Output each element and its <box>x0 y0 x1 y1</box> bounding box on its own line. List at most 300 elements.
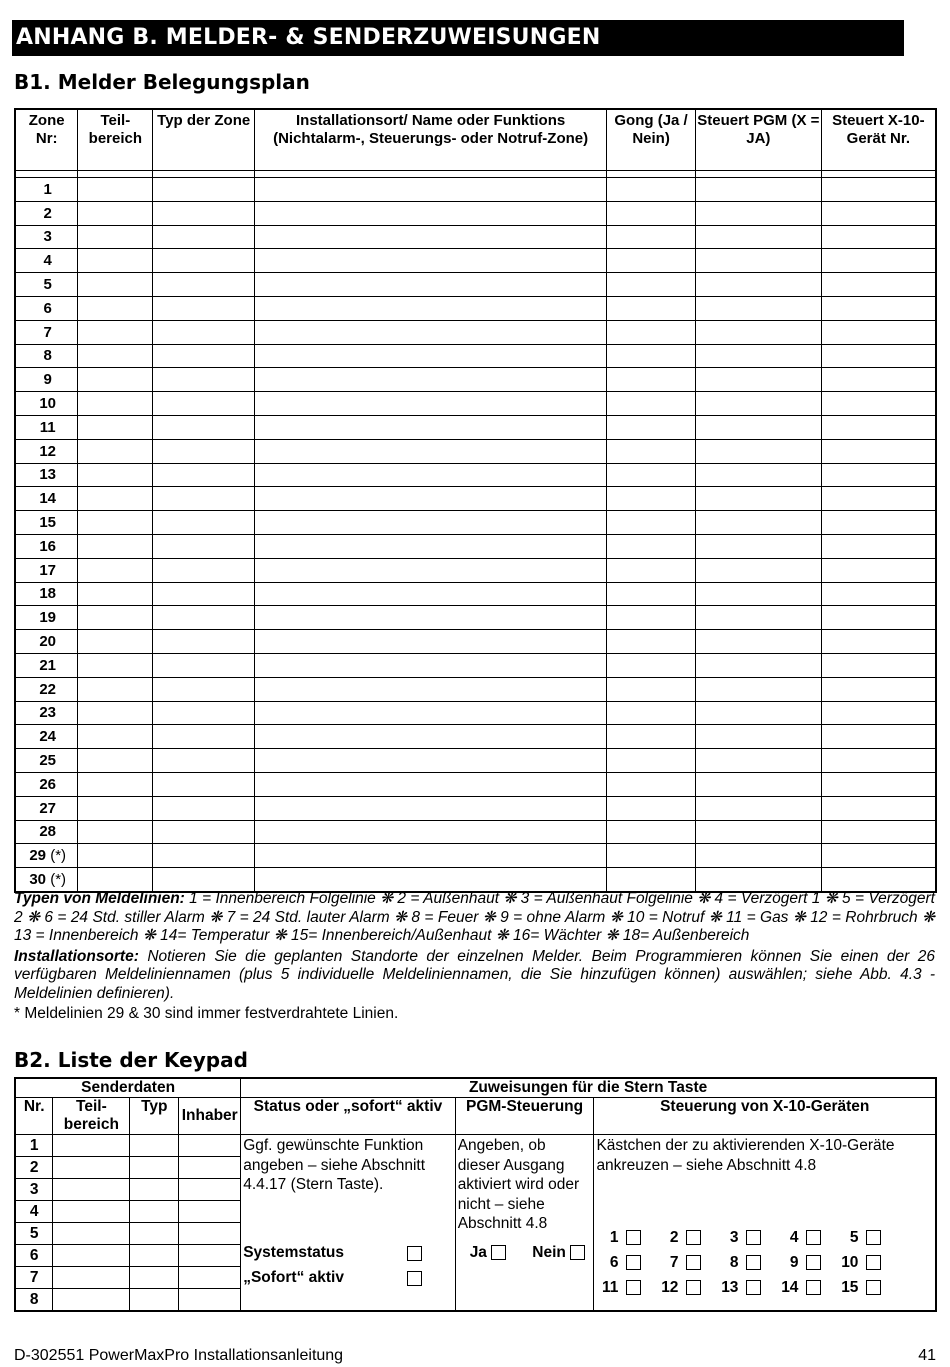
zone-number-value: 17 <box>39 561 57 579</box>
cell-gong[interactable] <box>607 844 696 868</box>
cell-teilbereich[interactable] <box>78 415 153 439</box>
cell-installationsort[interactable] <box>255 320 607 344</box>
cell-x10[interactable] <box>821 511 936 535</box>
cell-gong[interactable] <box>607 392 696 416</box>
table-row <box>15 415 936 439</box>
cell-inhaber[interactable] <box>179 1289 241 1312</box>
cell-teilbereich[interactable] <box>78 487 153 511</box>
cell-x10[interactable] <box>821 439 936 463</box>
cell-inhaber[interactable] <box>179 1135 241 1157</box>
cell-gong[interactable] <box>607 653 696 677</box>
cell-x10[interactable] <box>821 249 936 273</box>
cell-x10[interactable] <box>821 630 936 654</box>
x10-device-checkbox[interactable] <box>626 1230 641 1245</box>
cell-teilbereich[interactable] <box>78 868 153 892</box>
cell-pgm[interactable] <box>695 415 821 439</box>
cell-gong[interactable] <box>607 487 696 511</box>
zone-number <box>15 273 78 297</box>
cell-x10[interactable] <box>821 582 936 606</box>
cell-typ[interactable] <box>130 1267 179 1289</box>
systemstatus-label: Systemstatus <box>243 1244 344 1261</box>
zone-number-value: 26 <box>39 775 57 793</box>
cell-typ[interactable] <box>153 725 255 749</box>
section-title-b1: B1. Melder Belegungsplan <box>14 70 310 94</box>
cell-pgm[interactable] <box>695 463 821 487</box>
x10-device-checkbox[interactable] <box>866 1280 881 1295</box>
zone-number-value: 1 <box>43 180 52 198</box>
cell-teilbereich[interactable] <box>53 1289 130 1312</box>
x10-device-checkbox[interactable] <box>626 1255 641 1270</box>
cell-typ[interactable] <box>153 677 255 701</box>
x10-device-checkbox[interactable] <box>866 1255 881 1270</box>
zone-types-label: Typen von Meldelinien: <box>14 890 185 907</box>
cell-typ[interactable] <box>153 796 255 820</box>
cell-installationsort[interactable] <box>255 273 607 297</box>
cell-gong[interactable] <box>607 749 696 773</box>
x10-device-checkbox[interactable] <box>806 1255 821 1270</box>
sofort-label: „Sofort“ aktiv <box>243 1269 344 1286</box>
x10-device-checkbox[interactable] <box>746 1230 761 1245</box>
zone-number <box>15 749 78 773</box>
cell-typ[interactable] <box>153 749 255 773</box>
cell-typ[interactable] <box>153 534 255 558</box>
cell-gong[interactable] <box>607 249 696 273</box>
cell-gong[interactable] <box>607 868 696 892</box>
cell-gong[interactable] <box>607 677 696 701</box>
table-row <box>15 392 936 416</box>
cell-installationsort[interactable] <box>255 487 607 511</box>
zone-number <box>15 844 78 868</box>
cell-installationsort[interactable] <box>255 558 607 582</box>
table-row <box>15 582 936 606</box>
cell-teilbereich[interactable] <box>78 392 153 416</box>
cell-typ[interactable] <box>153 296 255 320</box>
header-status: Status oder „sofort“ aktiv <box>241 1098 455 1135</box>
x10-device-5 <box>840 1228 900 1248</box>
cell-pgm[interactable] <box>695 868 821 892</box>
cell-pgm[interactable] <box>695 844 821 868</box>
pgm-no-checkbox[interactable] <box>570 1245 585 1260</box>
pgm-cell <box>455 1135 594 1312</box>
cell-installationsort[interactable] <box>255 178 607 202</box>
cell-pgm[interactable] <box>695 511 821 535</box>
cell-x10[interactable] <box>821 178 936 202</box>
cell-inhaber[interactable] <box>179 1267 241 1289</box>
cell-teilbereich[interactable] <box>53 1223 130 1245</box>
cell-pgm[interactable] <box>695 534 821 558</box>
cell-installationsort[interactable] <box>255 630 607 654</box>
zone-number-value: 9 <box>43 371 52 389</box>
x10-device-label: 14 <box>781 1278 799 1296</box>
cell-typ[interactable] <box>153 439 255 463</box>
cell-pgm[interactable] <box>695 273 821 297</box>
x10-device-checkbox[interactable] <box>686 1255 701 1270</box>
cell-pgm[interactable] <box>695 772 821 796</box>
zone-number-value: 25 <box>39 752 57 770</box>
cell-typ[interactable] <box>153 606 255 630</box>
cell-x10[interactable] <box>821 320 936 344</box>
x10-device-checkbox[interactable] <box>746 1255 761 1270</box>
cell-pgm[interactable] <box>695 249 821 273</box>
cell-gong[interactable] <box>607 178 696 202</box>
cell-pgm[interactable] <box>695 320 821 344</box>
cell-gong[interactable] <box>607 820 696 844</box>
header-gong: Gong (Ja / Nein) <box>607 109 696 171</box>
table-row <box>15 725 936 749</box>
cell-gong[interactable] <box>607 463 696 487</box>
cell-teilbereich[interactable] <box>78 725 153 749</box>
x10-device-label: 11 <box>602 1278 619 1296</box>
x10-device-label: 4 <box>789 1228 799 1246</box>
table-row <box>15 677 936 701</box>
cell-teilbereich[interactable] <box>78 796 153 820</box>
zone-types-text: 1 = Innenbereich Folgelinie ❋ 2 = Außenhaut ❋ 3 = Außenhaut Folgelinie ❋ 4 = Verzögert 1 ❋ 5 = Verzögert 2 ❋ 6 = 24 Std. stiller Alarm ❋ 7 = 24 Std. lauter Alarm ❋ 8 = Feuer ❋ 9 = ohne Alarm ❋ 10 = Notruf ❋ 11 = Gas ❋ 12 = Rohrbruch ❋ 13 = Innenbereich ❋ 14= Temperatur ❋ 15= Innenbereich/Außenhaut ❋ 16= Wächter ❋ 18= Außenbereich <box>14 890 935 944</box>
cell-x10[interactable] <box>821 653 936 677</box>
cell-typ[interactable] <box>130 1179 179 1201</box>
cell-x10[interactable] <box>821 463 936 487</box>
cell-x10[interactable] <box>821 392 936 416</box>
table-row <box>15 558 936 582</box>
cell-installationsort[interactable] <box>255 439 607 463</box>
cell-typ[interactable] <box>130 1245 179 1267</box>
footnote: * Meldelinien 29 & 30 sind immer festverdrahtete Linien. <box>14 1005 399 1022</box>
cell-pgm[interactable] <box>695 368 821 392</box>
spacer-row <box>15 171 936 178</box>
cell-gong[interactable] <box>607 558 696 582</box>
cell-installationsort[interactable] <box>255 749 607 773</box>
table-row <box>15 439 936 463</box>
zone-number-value: 3 <box>43 228 52 246</box>
cell-typ[interactable] <box>153 225 255 249</box>
cell-installationsort[interactable] <box>255 344 607 368</box>
cell-typ[interactable] <box>130 1201 179 1223</box>
cell-teilbereich[interactable] <box>78 273 153 297</box>
cell-teilbereich[interactable] <box>78 344 153 368</box>
cell-typ[interactable] <box>153 249 255 273</box>
cell-pgm[interactable] <box>695 606 821 630</box>
cell-pgm[interactable] <box>695 225 821 249</box>
cell-installationsort[interactable] <box>255 201 607 225</box>
table-row <box>15 653 936 677</box>
cell-typ[interactable] <box>153 201 255 225</box>
cell-installationsort[interactable] <box>255 368 607 392</box>
x10-device-grid <box>600 1225 900 1300</box>
systemstatus-checkbox[interactable] <box>407 1246 422 1261</box>
x10-device-checkbox[interactable] <box>686 1280 701 1295</box>
cell-pgm[interactable] <box>695 201 821 225</box>
cell-installationsort[interactable] <box>255 772 607 796</box>
cell-typ[interactable] <box>153 273 255 297</box>
zone-number <box>15 201 78 225</box>
cell-x10[interactable] <box>821 534 936 558</box>
zone-number-value: 28 <box>39 823 57 841</box>
x10-device-2 <box>660 1228 720 1248</box>
cell-typ[interactable] <box>153 368 255 392</box>
cell-installationsort[interactable] <box>255 296 607 320</box>
table-row <box>15 249 936 273</box>
x10-device-label: 15 <box>841 1278 859 1296</box>
cell-teilbereich[interactable] <box>53 1201 130 1223</box>
pgm-yes-checkbox[interactable] <box>491 1245 506 1260</box>
install-label: Installationsorte: <box>14 947 139 965</box>
row-nr: 4 <box>15 1201 53 1223</box>
zone-number <box>15 677 78 701</box>
cell-typ[interactable] <box>153 630 255 654</box>
cell-pgm[interactable] <box>695 178 821 202</box>
x10-device-6 <box>600 1253 660 1273</box>
cell-x10[interactable] <box>821 701 936 725</box>
x10-device-checkbox[interactable] <box>806 1280 821 1295</box>
cell-typ[interactable] <box>130 1157 179 1179</box>
cell-x10[interactable] <box>821 749 936 773</box>
zone-number-value: 24 <box>39 728 57 746</box>
cell-typ[interactable] <box>153 487 255 511</box>
table-row <box>15 463 936 487</box>
cell-installationsort[interactable] <box>255 868 607 892</box>
cell-teilbereich[interactable] <box>78 749 153 773</box>
cell-typ[interactable] <box>130 1135 179 1157</box>
footer-page-number: 41 <box>918 1347 936 1364</box>
cell-teilbereich[interactable] <box>78 606 153 630</box>
cell-x10[interactable] <box>821 844 936 868</box>
cell-installationsort[interactable] <box>255 844 607 868</box>
cell-teilbereich[interactable] <box>53 1179 130 1201</box>
cell-teilbereich[interactable] <box>78 534 153 558</box>
cell-installationsort[interactable] <box>255 582 607 606</box>
cell-x10[interactable] <box>821 487 936 511</box>
cell-teilbereich[interactable] <box>78 677 153 701</box>
cell-pgm[interactable] <box>695 558 821 582</box>
cell-typ[interactable] <box>153 415 255 439</box>
zone-number <box>15 534 78 558</box>
cell-teilbereich[interactable] <box>78 630 153 654</box>
cell-installationsort[interactable] <box>255 534 607 558</box>
cell-teilbereich[interactable] <box>78 463 153 487</box>
zone-number-value: 4 <box>43 252 52 270</box>
cell-gong[interactable] <box>607 296 696 320</box>
cell-teilbereich[interactable] <box>78 296 153 320</box>
cell-pgm[interactable] <box>695 630 821 654</box>
cell-teilbereich[interactable] <box>78 558 153 582</box>
cell-inhaber[interactable] <box>179 1157 241 1179</box>
cell-typ[interactable] <box>153 701 255 725</box>
x10-device-10 <box>840 1253 900 1273</box>
zone-number-value: 20 <box>39 633 57 651</box>
cell-gong[interactable] <box>607 630 696 654</box>
cell-teilbereich[interactable] <box>78 320 153 344</box>
cell-teilbereich[interactable] <box>78 249 153 273</box>
cell-teilbereich[interactable] <box>53 1157 130 1179</box>
zone-number-value: 14 <box>39 490 57 508</box>
cell-x10[interactable] <box>821 725 936 749</box>
cell-gong[interactable] <box>607 201 696 225</box>
zone-number-value: 13 <box>39 466 57 484</box>
x10-device-label: 10 <box>841 1253 859 1271</box>
cell-x10[interactable] <box>821 273 936 297</box>
cell-gong[interactable] <box>607 511 696 535</box>
x10-device-11 <box>600 1278 660 1298</box>
cell-inhaber[interactable] <box>179 1179 241 1201</box>
x10-device-15 <box>840 1278 900 1298</box>
cell-teilbereich[interactable] <box>78 653 153 677</box>
cell-typ[interactable] <box>153 320 255 344</box>
cell-teilbereich[interactable] <box>78 439 153 463</box>
cell-typ[interactable] <box>153 772 255 796</box>
cell-pgm[interactable] <box>695 677 821 701</box>
cell-pgm[interactable] <box>695 701 821 725</box>
table-row <box>15 368 936 392</box>
cell-pgm[interactable] <box>695 392 821 416</box>
cell-inhaber[interactable] <box>179 1223 241 1245</box>
cell-teilbereich[interactable] <box>78 701 153 725</box>
cell-teilbereich[interactable] <box>78 844 153 868</box>
cell-pgm[interactable] <box>695 487 821 511</box>
cell-typ[interactable] <box>130 1289 179 1312</box>
cell-teilbereich[interactable] <box>78 368 153 392</box>
section-title-b2: B2. Liste der Keypad <box>14 1048 248 1072</box>
header-pgm-steuerung: PGM-Steuerung <box>455 1098 594 1135</box>
cell-gong[interactable] <box>607 368 696 392</box>
cell-typ[interactable] <box>153 844 255 868</box>
cell-typ[interactable] <box>153 511 255 535</box>
cell-pgm[interactable] <box>695 439 821 463</box>
cell-teilbereich[interactable] <box>53 1135 130 1157</box>
cell-typ[interactable] <box>153 392 255 416</box>
cell-teilbereich[interactable] <box>53 1245 130 1267</box>
cell-gong[interactable] <box>607 772 696 796</box>
cell-x10[interactable] <box>821 677 936 701</box>
cell-teilbereich[interactable] <box>78 511 153 535</box>
x10-device-checkbox[interactable] <box>866 1230 881 1245</box>
cell-typ[interactable] <box>153 558 255 582</box>
table-row <box>15 749 936 773</box>
x10-device-checkbox[interactable] <box>806 1230 821 1245</box>
cell-x10[interactable] <box>821 606 936 630</box>
table-row <box>15 1135 936 1157</box>
cell-gong[interactable] <box>607 273 696 297</box>
cell-installationsort[interactable] <box>255 725 607 749</box>
cell-pgm[interactable] <box>695 582 821 606</box>
cell-installationsort[interactable] <box>255 225 607 249</box>
cell-pgm[interactable] <box>695 296 821 320</box>
zone-number-value: 10 <box>39 395 57 413</box>
cell-gong[interactable] <box>607 225 696 249</box>
cell-gong[interactable] <box>607 582 696 606</box>
cell-pgm[interactable] <box>695 749 821 773</box>
cell-typ[interactable] <box>153 178 255 202</box>
cell-x10[interactable] <box>821 868 936 892</box>
sofort-checkbox[interactable] <box>407 1271 422 1286</box>
cell-teilbereich[interactable] <box>78 772 153 796</box>
cell-installationsort[interactable] <box>255 249 607 273</box>
cell-installationsort[interactable] <box>255 392 607 416</box>
cell-gong[interactable] <box>607 439 696 463</box>
x10-cell <box>594 1135 936 1312</box>
x10-device-14 <box>780 1278 840 1298</box>
cell-typ[interactable] <box>153 463 255 487</box>
cell-installationsort[interactable] <box>255 677 607 701</box>
cell-teilbereich[interactable] <box>78 178 153 202</box>
cell-pgm[interactable] <box>695 725 821 749</box>
cell-x10[interactable] <box>821 415 936 439</box>
cell-pgm[interactable] <box>695 796 821 820</box>
zone-number-value: 5 <box>43 276 52 294</box>
cell-typ[interactable] <box>153 868 255 892</box>
zone-number <box>15 296 78 320</box>
x10-device-1 <box>600 1228 660 1248</box>
x10-row <box>600 1275 900 1300</box>
zone-number <box>15 392 78 416</box>
cell-installationsort[interactable] <box>255 796 607 820</box>
cell-x10[interactable] <box>821 368 936 392</box>
cell-gong[interactable] <box>607 701 696 725</box>
cell-typ[interactable] <box>153 820 255 844</box>
cell-installationsort[interactable] <box>255 820 607 844</box>
cell-gong[interactable] <box>607 725 696 749</box>
cell-gong[interactable] <box>607 415 696 439</box>
pgm-no-label: Nein <box>532 1244 566 1261</box>
cell-teilbereich[interactable] <box>78 582 153 606</box>
cell-installationsort[interactable] <box>255 463 607 487</box>
cell-x10[interactable] <box>821 201 936 225</box>
cell-pgm[interactable] <box>695 344 821 368</box>
cell-typ[interactable] <box>153 582 255 606</box>
status-option-systemstatus <box>243 1243 448 1263</box>
zone-number <box>15 796 78 820</box>
x10-device-checkbox[interactable] <box>686 1230 701 1245</box>
zone-number <box>15 701 78 725</box>
cell-pgm[interactable] <box>695 653 821 677</box>
cell-x10[interactable] <box>821 225 936 249</box>
cell-installationsort[interactable] <box>255 606 607 630</box>
x10-device-checkbox[interactable] <box>746 1280 761 1295</box>
x10-device-7 <box>660 1253 720 1273</box>
cell-x10[interactable] <box>821 296 936 320</box>
cell-installationsort[interactable] <box>255 701 607 725</box>
cell-x10[interactable] <box>821 796 936 820</box>
cell-x10[interactable] <box>821 820 936 844</box>
cell-teilbereich[interactable] <box>53 1267 130 1289</box>
table-row <box>15 225 936 249</box>
header-teilbereich: Teil-bereich <box>78 109 153 171</box>
cell-installationsort[interactable] <box>255 511 607 535</box>
cell-typ[interactable] <box>130 1223 179 1245</box>
zone-number <box>15 344 78 368</box>
cell-gong[interactable] <box>607 320 696 344</box>
cell-gong[interactable] <box>607 606 696 630</box>
cell-typ[interactable] <box>153 653 255 677</box>
cell-teilbereich[interactable] <box>78 820 153 844</box>
zone-number-value: 18 <box>39 585 57 603</box>
cell-x10[interactable] <box>821 344 936 368</box>
x10-device-checkbox[interactable] <box>626 1280 641 1295</box>
cell-teilbereich[interactable] <box>78 225 153 249</box>
cell-inhaber[interactable] <box>179 1201 241 1223</box>
cell-installationsort[interactable] <box>255 415 607 439</box>
cell-pgm[interactable] <box>695 820 821 844</box>
cell-gong[interactable] <box>607 796 696 820</box>
row-nr: 2 <box>15 1157 53 1179</box>
cell-gong[interactable] <box>607 344 696 368</box>
cell-gong[interactable] <box>607 534 696 558</box>
cell-teilbereich[interactable] <box>78 201 153 225</box>
cell-x10[interactable] <box>821 772 936 796</box>
cell-installationsort[interactable] <box>255 653 607 677</box>
zone-number-value: 8 <box>43 347 52 365</box>
cell-x10[interactable] <box>821 558 936 582</box>
cell-inhaber[interactable] <box>179 1245 241 1267</box>
cell-typ[interactable] <box>153 344 255 368</box>
